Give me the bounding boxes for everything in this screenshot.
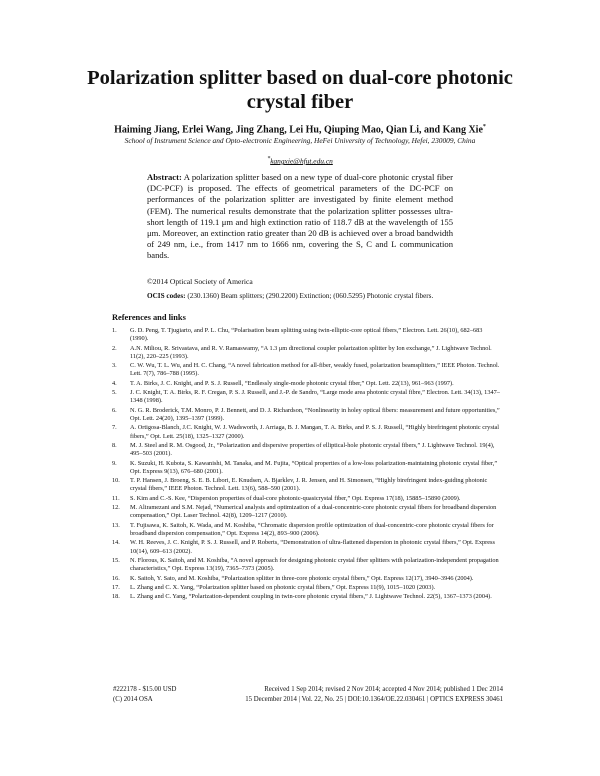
reference-item (112, 504, 502, 520)
corresponding-author-mark: * (482, 124, 486, 130)
reference-text: M. Aliramezani and S.M. Nejad, “Numerical analysis and optimization of a dual-concentric-core photonic crystal fibers for broadband dispersion compensation,” Opt. Laser Technol. 42(8), 1209–1217 (2010). (130, 504, 497, 520)
reference-item (112, 584, 502, 592)
reference-text: S. Kim and C.-S. Kee, “Dispersion properties of dual-core photonic-quasicrystal fiber,” Opt. Express 17(18), 15885–15890 (2009). (130, 494, 461, 502)
reference-text: C. W. Wu, T. L. Wu, and H. C. Chang, “A novel fabrication method for all-fiber, weakly fused, polarization beamsplitters,” IEEE Photon. Technol. Lett. 7(7), 786–788 (1995). (130, 362, 500, 378)
reference-number: 6. (112, 406, 117, 414)
affiliation: School of Instrument Science and Opto-electronic Engineering, HeFei University of Technology, Hefei, 230009, China (124, 136, 476, 145)
reference-text: W. H. Reeves, J. C. Knight, P. S. J. Russell, and P. Roberts, “Demonstration of ultra-flattened dispersion in photonic crystal fibers,” Opt. Express 10(14), 609–613 (2002). (130, 539, 495, 555)
reference-number: 9. (112, 459, 117, 467)
email-line (200, 154, 400, 166)
reference-item (112, 442, 502, 458)
reference-text: J. C. Knight, T. A. Birks, R. F. Cregan, P. S. J. Russell, and J.-P. de Sandro, “Large mode area photonic crystal fibre,” Electron. Lett. 34(13), 1347–1348 (1998). (130, 389, 500, 405)
email-link[interactable]: kangxie@hfut.edu.cn (270, 156, 333, 166)
reference-number: 2. (112, 344, 117, 352)
ocis-text: (230.1360) Beam splitters; (290.2200) Extinction; (060.5295) Photonic crystal fibers. (187, 292, 434, 300)
footer-dates: Received 1 Sep 2014; revised 2 Nov 2014; accepted 4 Nov 2014; published 1 Dec 2014 (264, 686, 503, 693)
reference-number: 5. (112, 389, 117, 397)
footer-row-1 (113, 685, 503, 695)
references-heading: References and links (112, 313, 186, 322)
reference-item (112, 424, 502, 440)
reference-item (112, 539, 502, 555)
paper-title: Polarization splitter based on dual-core photonic crystal fiber (87, 67, 513, 113)
reference-number: 12. (112, 504, 120, 512)
reference-item (112, 327, 502, 343)
reference-item (112, 593, 502, 601)
footer-article-id: #222178 - $15.00 USD (113, 686, 177, 693)
reference-item (112, 460, 502, 476)
reference-text: K. Saitoh, Y. Sato, and M. Koshiba, “Polarization splitter in three-core photonic crystal fibers,” Opt. Express 12(17), 3940–3946 (2004). (130, 574, 474, 582)
abstract-label: Abstract: (147, 172, 182, 182)
reference-text: A.N. Miliou, R. Srivastava, and R. V. Ramaswamy, “A 1.3 μm directional coupler polarization splitter by Ion exchange,” J. Lightwave Technol. 11(2), 220–225 (1993). (130, 344, 492, 360)
reference-item (112, 575, 502, 583)
reference-item (112, 389, 502, 405)
email-mark: * (267, 156, 271, 162)
reference-text: M. J. Steel and R. M. Osgood, Jr., “Polarization and dispersive properties of elliptical-hole photonic crystal fibers,” J. Lightwave Technol. 19(4), 495–503 (2001). (130, 441, 495, 458)
reference-number: 3. (112, 362, 117, 370)
reference-text: L. Zhang and C. X. Yang, “Polarization splitter based on photonic crystal fibers,” Opt. Express 11(9), 1015–1020 (2003). (130, 583, 436, 591)
reference-item (112, 522, 502, 538)
reference-number: 16. (112, 574, 120, 582)
reference-item (112, 495, 502, 503)
reference-text: N. G. R. Broderick, T.M. Monro, P. J. Bennett, and D. J. Richardson, “Nonlinearity in holey optical fibers: measurement and future opportunities,” Opt. Lett. 24(20), 1395–1397 (1999). (130, 406, 500, 422)
reference-number: 18. (112, 593, 120, 601)
reference-item (112, 557, 502, 573)
reference-number: 8. (112, 441, 117, 449)
reference-item (112, 407, 502, 423)
reference-text: T. P. Hansen, J. Broeng, S. E. B. Libori, E. Knudsen, A. Bjarklev, J. R. Jensen, and H. Simonsen, “Highly birefringent index-guiding photonic crystal fibers,” IEEE Photon. Technol. Lett. 13(6), 588–590 (2001). (130, 477, 488, 493)
reference-item (112, 345, 502, 361)
reference-number: 4. (112, 379, 117, 387)
footer-copyright: (C) 2014 OSA (113, 695, 153, 703)
footer-row-2 (113, 695, 503, 705)
reference-text: T. A. Birks, J. C. Knight, and P. S. J. Russell, “Endlessly single-mode photonic crystal fiber,” Opt. Lett. 22(13), 961–963 (1997). (130, 379, 454, 387)
reference-text: A. Ortigosa-Blanch, J.C. Knight, W. J. Wadsworth, J. Arriaga, B. J. Mangan, T. A. Birks, and P. S. J. Russell, “Highly birefringent photonic crystal fibers,” Opt. Lett. 25(18), 1325–1327 (2000). (130, 424, 500, 440)
copyright-notice: ©2014 Optical Society of America (147, 277, 253, 286)
reference-number: 17. (112, 583, 120, 591)
reference-number: 13. (112, 521, 120, 529)
reference-text: K. Suzuki, H. Kubota, S. Kawanishi, M. Tanaka, and M. Fujita, “Optical properties of a low-loss polarization-maintaining photonic crystal fiber,” Opt. Express 9(13), 676–680 (2001). (130, 459, 498, 475)
reference-item (112, 362, 502, 378)
reference-item (112, 380, 502, 388)
reference-text: L. Zhang and C. Yang, “Polarization-dependent coupling in twin-core photonic crystal fibers,” J. Lightwave Technol. 22(5), 1367–1373 (2004). (130, 593, 492, 601)
ocis-label: OCIS codes: (147, 292, 186, 300)
reference-number: 1. (112, 327, 117, 334)
abstract-text: A polarization splitter based on a new type of dual-core photonic crystal fiber (DC-PCF) is proposed. The effects of geometrical parameters of the DC-PCF on performances of the polarization splitter are investigated by finite element method (FEM). The numerical results demonstrate that the polarization splitter possesses ultra-short length of 119.1 μm and high extinction ratio of 118.7 dB at the wavelength of 155 μm. Moreover, an extinction ratio greater than 20 dB is achieved over a broad bandwidth of 249 nm, i.e., from 1417 nm to 1666 nm, covering the S, C and L communication bands. (147, 172, 453, 261)
reference-number: 14. (112, 539, 120, 547)
page-footer (113, 685, 503, 704)
author-list (60, 121, 540, 136)
author-names: Haiming Jiang, Erlei Wang, Jing Zhang, Lei Hu, Qiuping Mao, Qian Li, and Kang Xie (114, 124, 483, 136)
reference-text: T. Fujisawa, K. Saitoh, K. Wada, and M. Koshiba, “Chromatic dispersion profile optimization of dual-concentric-core photonic crystal fibers for broadband dispersion compensation,” Opt. Express 14(2), 893–900 (2006). (130, 521, 494, 537)
reference-text: N. Florous, K. Saitoh, and M. Koshiba, “A novel approach for designing photonic crystal fiber splitters with polarization-independent propagation characteristics,” Opt. Express 13(19), 7365–7373 (2005). (130, 556, 499, 573)
reference-item (112, 477, 502, 493)
reference-text: G. D. Peng, T. Tjugiarto, and P. L. Chu, “Polarisation beam splitting using twin-elliptic-core optical fibers,” Electron. Lett. 26(10), 682–683 (1990). (130, 327, 483, 343)
footer-journal-info: 15 December 2014 | Vol. 22, No. 25 | DOI:10.1364/OE.22.030461 | OPTICS EXPRESS 30461 (245, 695, 503, 703)
reference-number: 11. (112, 494, 120, 502)
reference-number: 7. (112, 424, 117, 432)
reference-number: 15. (112, 556, 120, 564)
ocis-codes (147, 292, 453, 302)
abstract (147, 172, 453, 262)
reference-number: 10. (112, 477, 120, 485)
reference-list (112, 327, 502, 603)
